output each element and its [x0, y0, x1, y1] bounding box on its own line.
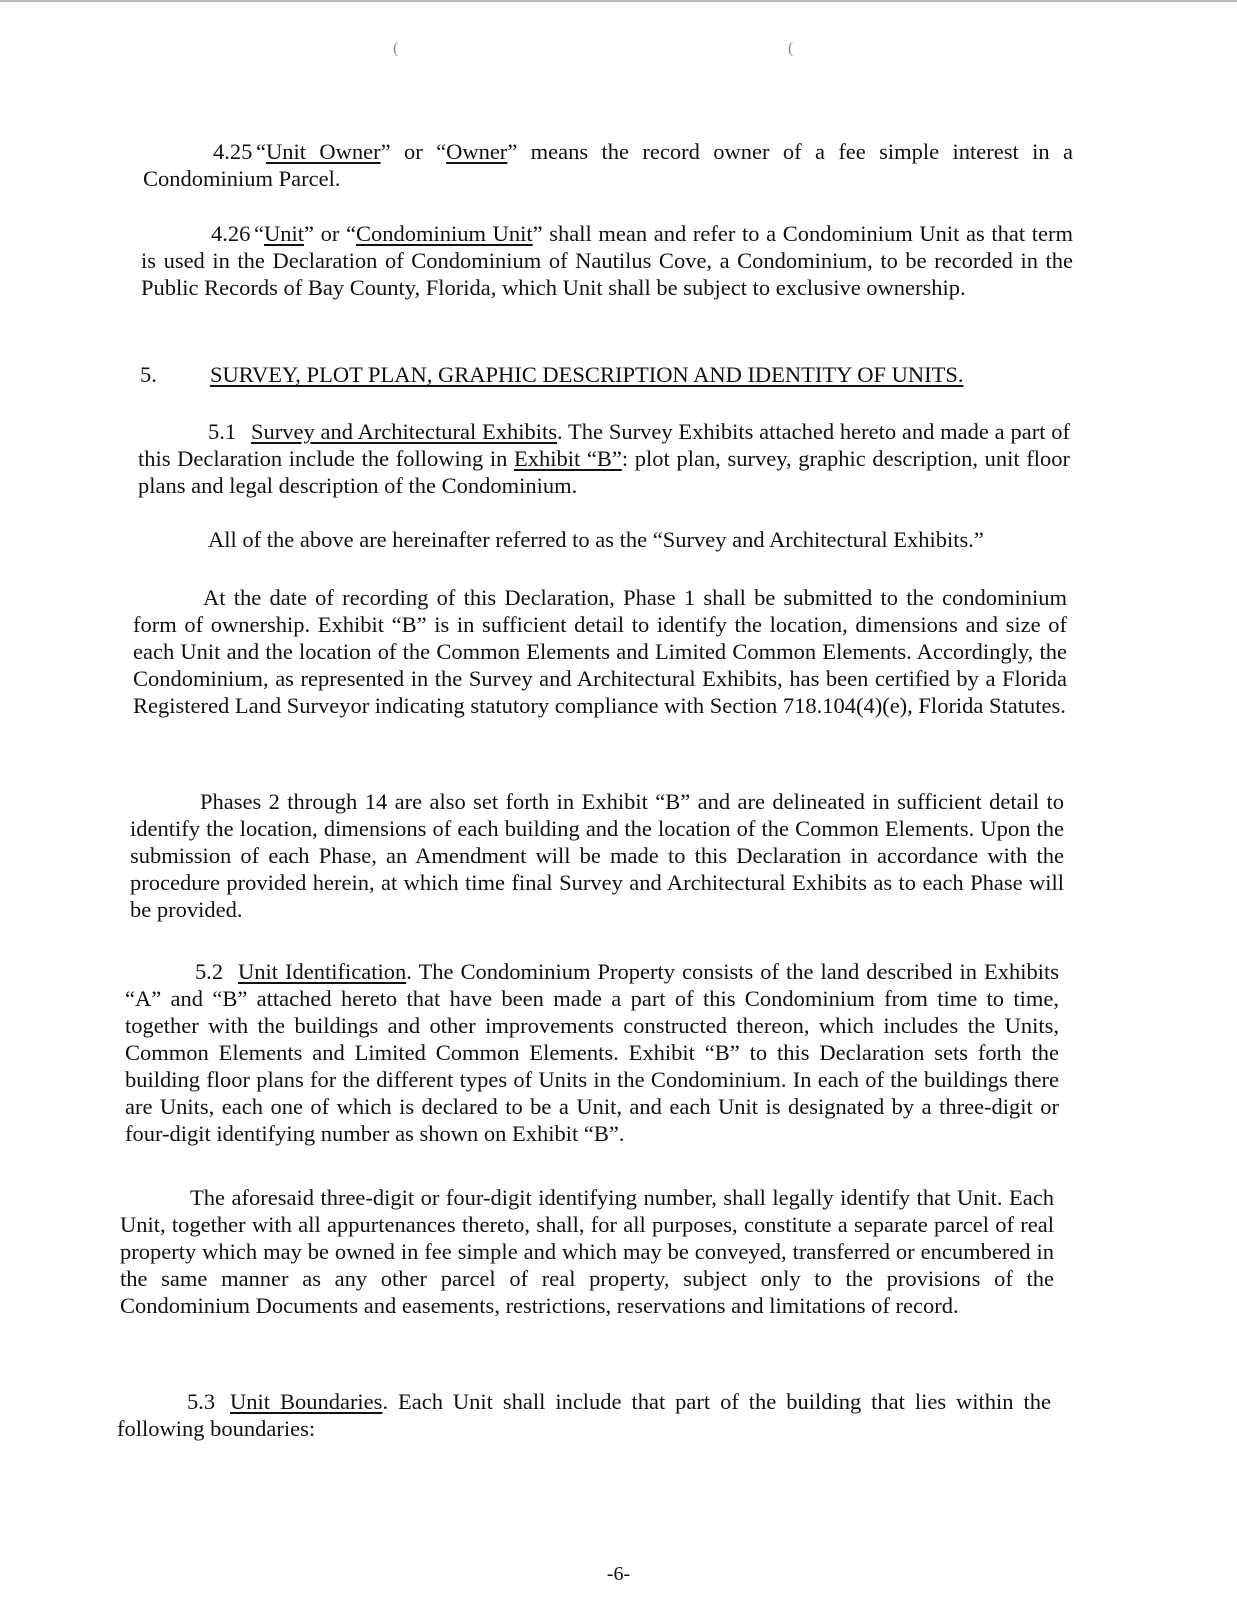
paragraph-recording: At the date of recording of this Declaration, Phase 1 shall be submitted to the condominium form of ownership. Exhibit “B” is in sufficient detail to identify the location, dimensions and size of each Unit and the location of the Common Elements and Limited Common Elements. Accordingly, the Condominium, as represented in the Survey and Architectural Exhibits, has been certified by a Florida Registered Land Surveyor indicating statutory compliance with Section 718.104(4)(e), Florida Statutes. — [133, 585, 1067, 718]
paragraph-phases: Phases 2 through 14 are also set forth in Exhibit “B” and are delineated in sufficient detail to identify the location, dimensions of each building and the location of the Common Elements. Upon the submission of each Phase, an Amendment will be made to this Declaration in accordance with the procedure provided herein, at which time final Survey and Architectural Exhibits as to each Phase will be provided. — [130, 789, 1064, 922]
scan-mark: ( — [393, 40, 399, 57]
scan-mark: ( — [788, 40, 794, 57]
section-number: 4.26 — [211, 221, 251, 246]
section-title: Survey and Architectural Exhibits — [251, 419, 558, 444]
defined-term: Unit — [264, 221, 305, 246]
body-text: . The Condominium Property consists of the land described in Exhibits “A” and “B” attached hereto that have been made a part of this Condominium from time to time, together with the buildings and other improvements constructed thereon, which includes the Units, Common Elements and Limited Common Elements. Exhibit “B” to this Declaration sets forth the building floor plans for the different types of Units in the Condominium. In each of the buildings there are Units, each one of which is declared to be a Unit, and each Unit is designated by a three-digit or four-digit identifying number as shown on Exhibit “B”. — [125, 959, 1059, 1146]
scan-top-edge — [0, 0, 1237, 2]
section-4-25: 4.25 “Unit Owner” or “Owner” means the record owner of a fee simple interest in a Condominium Parcel. — [143, 139, 1073, 191]
defined-term: Owner — [446, 139, 508, 164]
defined-term: Unit Owner — [266, 139, 381, 164]
section-number: 5.2 — [195, 959, 224, 984]
section-5-heading — [140, 362, 963, 388]
body-text: . Each Unit shall include that part of the building that lies within the following boundaries: — [117, 1389, 1051, 1441]
paragraph-aforesaid: The aforesaid three-digit or four-digit identifying number, shall legally identify that Unit. Each Unit, together with all appurtenances thereto, shall, for all purposes, constitute a separate parcel of real property which may be owned in fee simple and which may be conveyed, transferred or encumbered in the same manner as any other parcel of real property, subject only to the provisions of the Condominium Documents and easements, restrictions, reservations and limitations of record. — [120, 1185, 1054, 1318]
page-number: -6- — [606, 1563, 631, 1585]
text: ” or “ — [304, 221, 357, 246]
text: ” or “ — [380, 139, 447, 164]
definition-text: ” shall mean and refer to a Condominium Unit as that term is used in the Declaration of Condominium of Nautilus Cove, a Condominium, to be recorded in the Public Records of Bay County, Florida, which Unit shall be subject to exclusive ownership. — [141, 221, 1074, 300]
section-5-2 — [125, 958, 1059, 1147]
section-title: Unit Identification — [238, 959, 407, 984]
section-number: 5.3 — [187, 1389, 216, 1414]
body-text: : plot plan, survey, graphic description, unit floor plans and legal description of the Condominium. — [138, 446, 1070, 498]
section-4-26: 4.26 “Unit” or “Condominium Unit” shall mean and refer to a Condominium Unit as that term is used in the Declaration of Condominium of Nautilus Cove, a Condominium, to be recorded in the Public Records of Bay County, Florida, which Unit shall be subject to exclusive ownership. — [141, 221, 1074, 300]
section-5-3 — [117, 1388, 1051, 1442]
section-number: 5. — [140, 362, 157, 387]
body-text: . The Survey Exhibits attached hereto and made a part of this Declaration include the following in — [138, 419, 1070, 471]
definition-text: ” means the record owner of a fee simple interest in a Condominium Parcel. — [143, 139, 1073, 191]
section-title: Unit Boundaries — [230, 1389, 383, 1414]
section-5-1 — [138, 418, 1070, 499]
section-number: 5.1 — [208, 419, 237, 444]
section-title: SURVEY, PLOT PLAN, GRAPHIC DESCRIPTION AND IDENTITY OF UNITS. — [210, 362, 964, 387]
section-number: 4.25 — [213, 139, 253, 164]
paragraph-above: All of the above are hereinafter referred to as the “Survey and Architectural Exhibits.” — [208, 527, 984, 552]
defined-term: Condominium Unit — [356, 221, 533, 246]
exhibit-reference: Exhibit “B” — [514, 446, 622, 471]
